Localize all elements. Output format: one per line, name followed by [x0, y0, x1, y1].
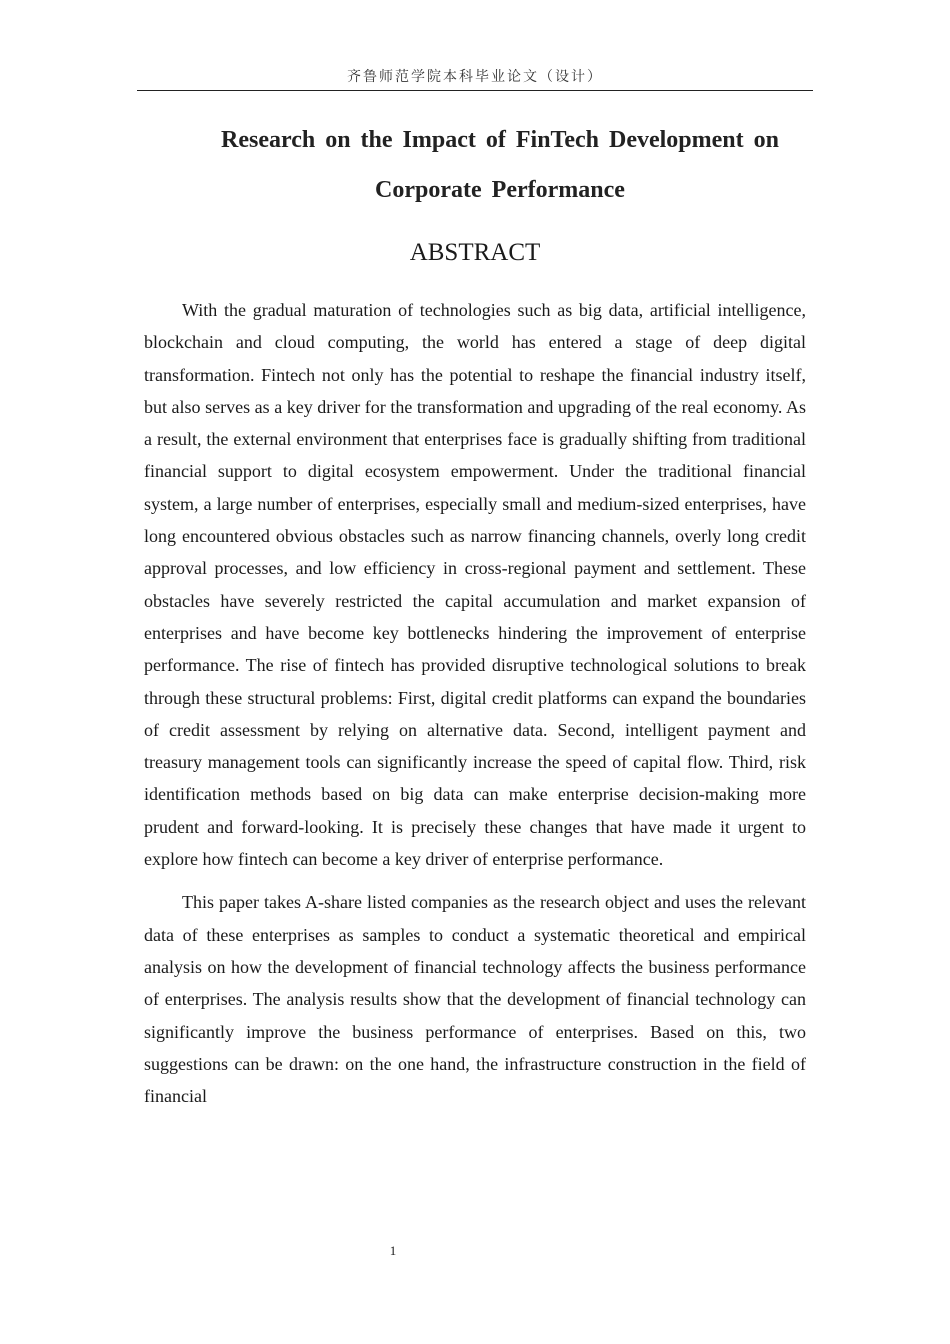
paper-title: Research on the Impact of FinTech Development on Corporate Performance — [221, 127, 779, 203]
running-header-title: 齐鲁师范学院本科毕业论文（设计） — [347, 69, 603, 85]
page-number: 1 — [389, 1243, 397, 1258]
abstract-paragraph: With the gradual maturation of technologies such as big data, artificial intelligence, blockchain and cloud computing, the world has entered a stage of deep digital transformation. Fintech not only has the potential to reshape the financial industry itself, but also serves as a key driver for the transformation and upgrading of the real economy. As a result, the external environment that enterprises face is gradually shifting from traditional financial support to digital ecosystem empowerment. Under the traditional financial system, a large number of enterprises, especially small and medium-sized enterprises, have long encountered obvious obstacles such as narrow financing channels, overly long credit approval processes, and low efficiency in cross-regional payment and settlement. These obstacles have severely restricted the capital accumulation and market expansion of enterprises and have become key bottlenecks hindering the improvement of enterprise performance. The rise of fintech has provided disruptive technological solutions to break through these structural problems: First, digital credit platforms can expand the boundaries of credit assessment by relying on alternative data. Second, intelligent payment and treasury management tools can significantly increase the speed of capital flow. Third, risk identification methods based on big data can make enterprise decision-making more prudent and forward-looking. It is precisely these changes that have made it urgent to explore how fintech can become a key driver of enterprise performance. — [144, 300, 806, 870]
abstract-body — [144, 294, 806, 1112]
abstract-paragraph: This paper takes A-share listed companies as the research object and uses the relevant data of these enterprises as samples to conduct a systematic theoretical and empirical analysis on how the development of financial technology affects the business performance of enterprises. The analysis results show that the development of financial technology can significantly improve the business performance of enterprises. Based on this, two suggestions can be drawn: on the one hand, the infrastructure construction in the field of financial — [144, 892, 806, 1107]
running-header — [137, 66, 813, 91]
abstract-heading: ABSTRACT — [409, 239, 541, 266]
